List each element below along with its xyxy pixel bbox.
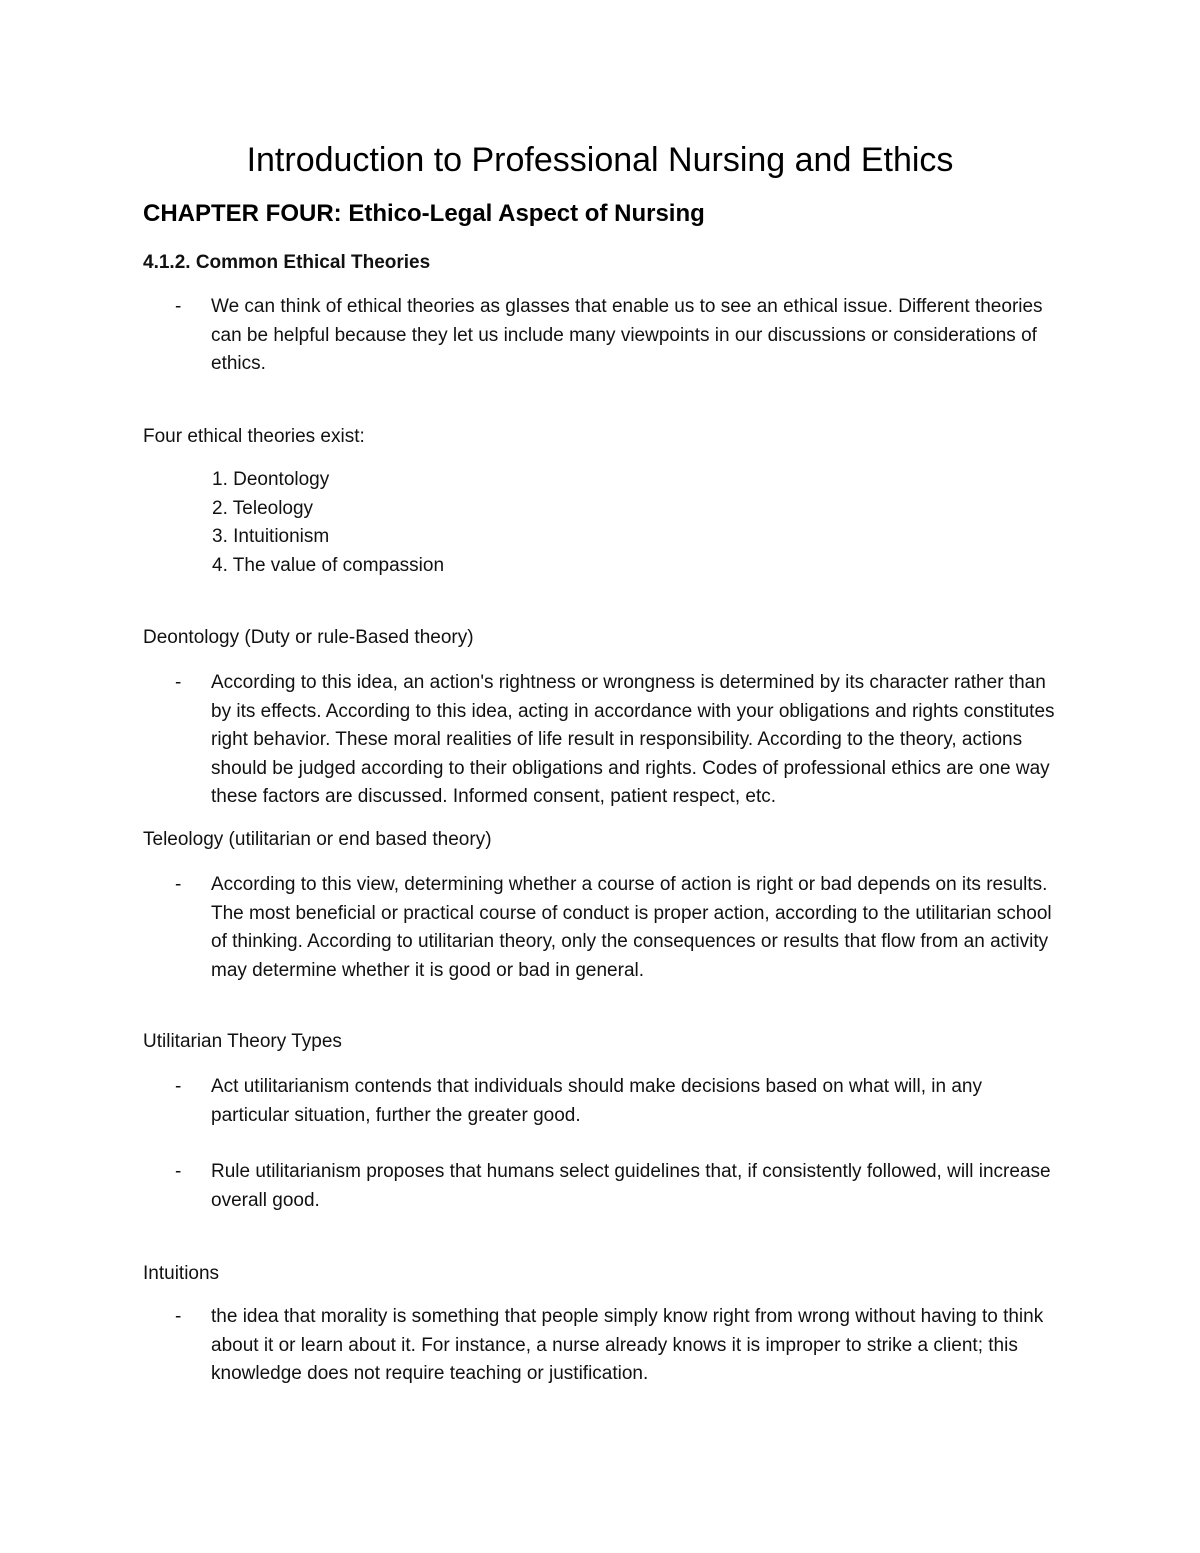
- intro-bullet: [175, 293, 1055, 379]
- document-title: Introduction to Professional Nursing and Ethics: [246, 141, 954, 179]
- bullet-marker: -: [175, 874, 182, 895]
- bullet-marker: -: [175, 672, 182, 693]
- list-item: 4. The value of compassion: [212, 554, 445, 576]
- list-item: 2. Teleology: [212, 497, 314, 519]
- theory-list: [212, 466, 444, 580]
- intro-bullet-text: We can think of ethical theories as glasses that enable us to see an ethical issue. Different theories can be helpful because they let us include many viewpoints in our discussions or considerations of ethics.: [211, 296, 1043, 374]
- rule-utilitarianism-text: Rule utilitarianism proposes that humans select guidelines that, if consistently followed, will increase overall good.: [211, 1161, 1051, 1211]
- four-theories-heading: Four ethical theories exist:: [143, 426, 365, 447]
- utilitarian-types-heading: Utilitarian Theory Types: [143, 1031, 342, 1052]
- rule-utilitarianism-bullet: [175, 1158, 1055, 1215]
- teleology-bullet: [175, 871, 1055, 985]
- deontology-bullet-text: According to this idea, an action's rightness or wrongness is determined by its character rather than by its effects. According to this idea, acting in accordance with your obligations and rights constitutes right behavior. These moral realities of life result in responsibility. According to the theory, actions should be judged according to their obligations and rights. Codes of professional ethics are one way these factors are discussed. Informed consent, patient respect, etc.: [211, 672, 1055, 807]
- intuitions-bullet-text: the idea that morality is something that people simply know right from wrong without having to think about it or learn about it. For instance, a nurse already knows it is improper to strike a client; this knowledge does not require teaching or justification.: [211, 1306, 1044, 1384]
- list-item: 1. Deontology: [212, 469, 330, 490]
- teleology-heading: Teleology (utilitarian or end based theory): [143, 829, 492, 850]
- list-item: 3. Intuitionism: [212, 526, 330, 547]
- bullet-marker: -: [175, 1161, 182, 1182]
- deontology-heading: Deontology (Duty or rule-Based theory): [143, 627, 474, 648]
- bullet-marker: -: [175, 1076, 182, 1097]
- chapter-heading: CHAPTER FOUR: Ethico-Legal Aspect of Nursing: [143, 200, 705, 227]
- subsection-heading: 4.1.2. Common Ethical Theories: [143, 252, 431, 273]
- intuitions-bullet: [175, 1303, 1055, 1389]
- act-utilitarianism-bullet: [175, 1073, 1055, 1130]
- act-utilitarianism-text: Act utilitarianism contends that individuals should make decisions based on what will, in any particular situation, further the greater good.: [211, 1076, 982, 1126]
- bullet-marker: -: [175, 1306, 182, 1327]
- teleology-bullet-text: According to this view, determining whether a course of action is right or bad depends on its results. The most beneficial or practical course of conduct is proper action, according to the utilitarian school of thinking. According to utilitarian theory, only the consequences or results that flow from an activity may determine whether it is good or bad in general.: [211, 874, 1052, 981]
- intuitions-heading: Intuitions: [143, 1263, 220, 1284]
- bullet-marker: -: [175, 296, 182, 317]
- deontology-bullet: [175, 669, 1055, 812]
